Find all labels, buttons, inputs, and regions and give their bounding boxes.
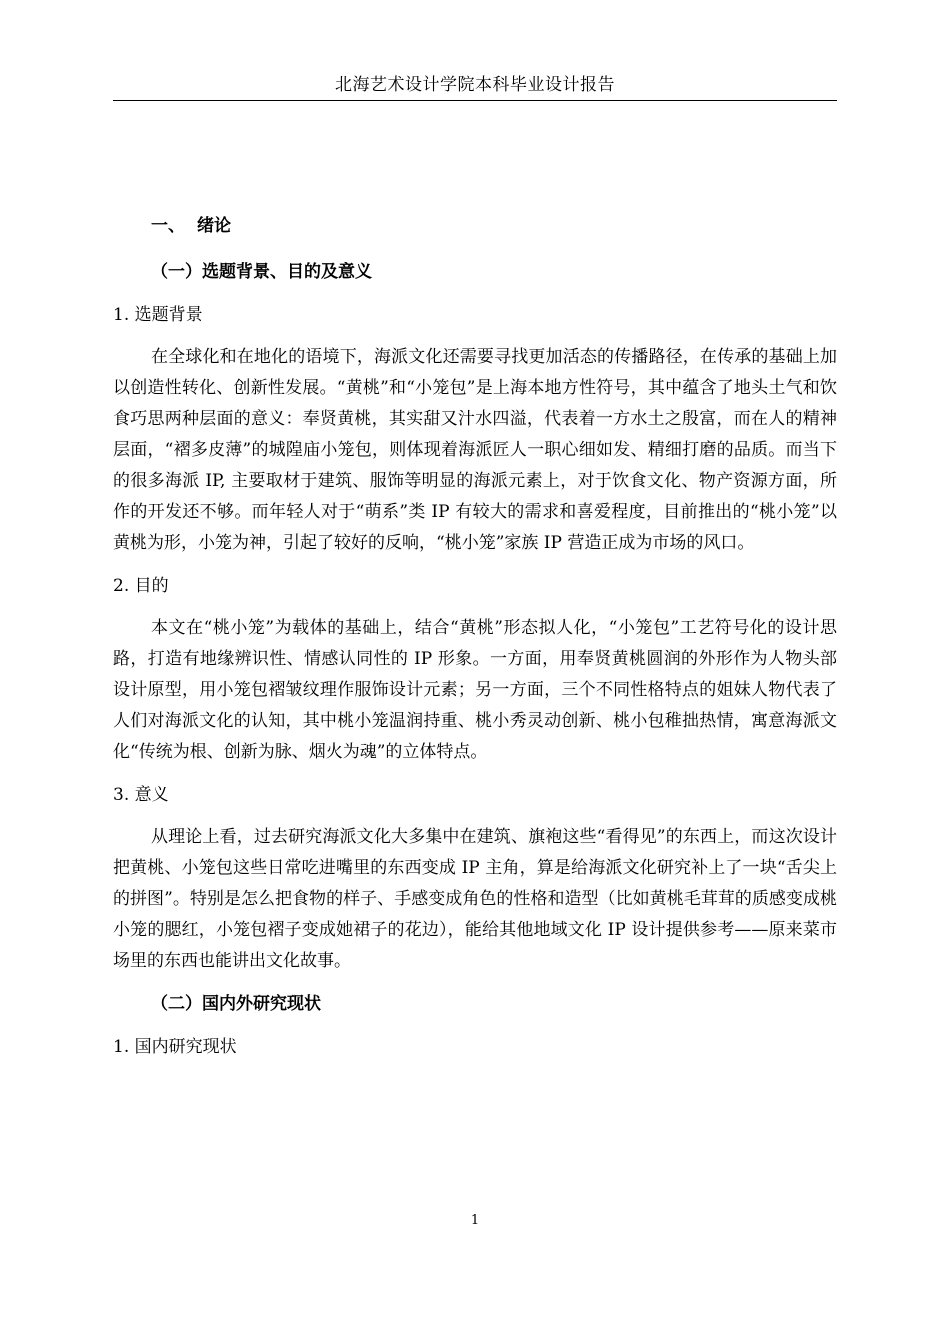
subsection-heading-research-status: （二）国内外研究现状 [151, 994, 321, 1014]
header-divider [113, 100, 837, 101]
paragraph-background: 在全球化和在地化的语境下，海派文化还需要寻找更加活态的传播路径，在传承的基础上加以创造性转化、创新性发展。“黄桃”和“小笼包”是上海本地方性符号，其中蕴含了地头土气和饮食巧思两种层面的意义：奉贤黄桃，其实甜又汁水四溢，代表着一方水土之殷富，而在人的精神层面，“褶多皮薄”的城隍庙小笼包，则体现着海派匠人一职心细如发、精细打磨的品质。而当下的很多海派 IP, 主要取材于建筑、服饰等明显的海派元素上，对于饮食文化、物产资源方面，所作的开发还不够。而年轻人对于“萌系”类 IP 有较大的需求和喜爱程度，目前推出的“桃小笼”以黄桃为形，小笼为神，引起了较好的反响，“桃小笼”家族 IP 营造正成为市场的风口。 [113, 347, 837, 553]
item-heading-significance: 3. 意义 [113, 785, 169, 805]
subsection-heading-background: （一）选题背景、目的及意义 [151, 262, 372, 282]
section-title: 绪论 [197, 216, 231, 236]
paragraph-significance: 从理论上看，过去研究海派文化大多集中在建筑、旗袍这些“看得见”的东西上，而这次设计把黄桃、小笼包这些日常吃进嘴里的东西变成 IP 主角，算是给海派文化研究补上了一块“舌尖上的拼图”。特别是怎么把食物的样子、手感变成角色的性格和造型（比如黄桃毛茸茸的质感变成桃小笼的腮红，小笼包褶子变成她裙子的花边），能给其他地域文化 IP 设计提供参考——原来菜市场里的东西也能讲出文化故事。 [113, 827, 837, 971]
section-heading [113, 211, 837, 241]
item-heading-domestic-research: 1. 国内研究现状 [113, 1037, 237, 1057]
paragraph-purpose: 本文在“桃小笼”为载体的基础上，结合“黄桃”形态拟人化，“小笼包”工艺符号化的设计思路，打造有地缘辨识性、情感认同性的 IP 形象。一方面，用奉贤黄桃圆润的外形作为人物头部设计原型，用小笼包褶皱纹理作服饰设计元素；另一方面，三个不同性格特点的姐妹人物代表了人们对海派文化的认知，其中桃小笼温润持重、桃小秀灵动创新、桃小包稚拙热情，寓意海派文化“传统为根、创新为脉、烟火为魂”的立体特点。 [113, 618, 837, 762]
page-number: 1 [470, 1213, 480, 1228]
section-number: 一、 [151, 216, 185, 236]
item-heading-background: 1. 选题背景 [113, 305, 203, 325]
document-body [113, 211, 837, 1074]
item-heading-purpose: 2. 目的 [113, 576, 169, 596]
page-header: 北海艺术设计学院本科毕业设计报告 [335, 75, 615, 95]
